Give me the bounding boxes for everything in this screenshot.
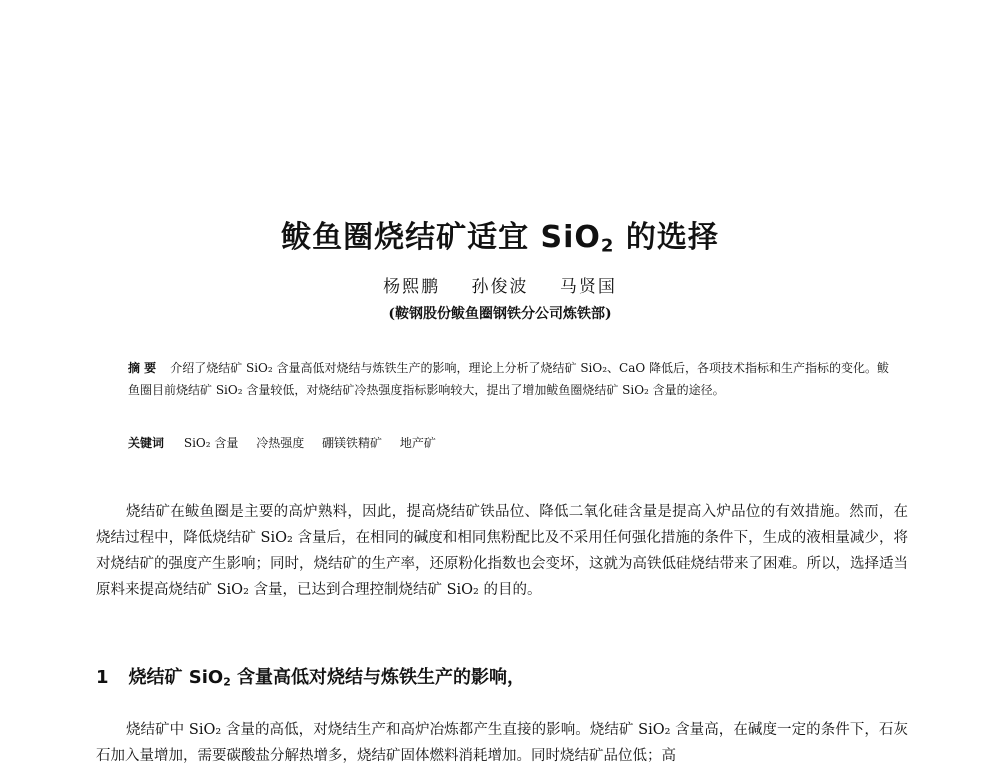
section-paragraph: 烧结矿中 SiO₂ 含量的高低，对烧结生产和高炉冶炼都产生直接的影响。烧结矿 SiO₂ 含量高，在碱度一定的条件下，石灰石加入量增加，需要碳酸盐分解热增多，烧结矿固体燃料消耗增加。同时烧结矿品位低；高	[96, 721, 908, 764]
author-name: 孙俊波	[471, 277, 529, 297]
section-heading	[96, 663, 908, 689]
keyword: SiO₂ 含量	[183, 436, 239, 450]
keyword: 硼镁铁精矿	[322, 436, 383, 450]
title-suffix: 的选择	[614, 220, 719, 256]
abstract-text: 介绍了烧结矿 SiO₂ 含量高低对烧结与炼铁生产的影响，理论上分析了烧结矿 SiO₂、CaO 降低后，各项技术指标和生产指标的变化。鲅鱼圈目前烧结矿 SiO₂ 含量较低，对烧结矿冷热强度指标影响较大，提出了增加鲅鱼圈烧结矿 SiO₂ 含量的途径。	[128, 361, 890, 397]
author-name: 杨熙鹏	[383, 277, 441, 297]
keyword: 地产矿	[399, 436, 436, 450]
paper-title	[0, 212, 1000, 257]
section-heading-prefix: 烧结矿 SiO	[128, 666, 224, 688]
abstract-label: 摘 要	[128, 361, 157, 375]
author-name: 马贤国	[559, 277, 617, 297]
title-prefix: 鲅鱼圈烧结矿适宜 SiO	[281, 220, 601, 256]
abstract	[128, 357, 890, 401]
keywords-label: 关键词	[128, 436, 165, 450]
section-heading-suffix: 含量高低对烧结与炼铁生产的影响，	[230, 666, 526, 688]
author-list	[0, 272, 1000, 297]
title-subscript: 2	[600, 235, 615, 257]
section-number: 1	[96, 666, 109, 688]
affiliation: (鞍钢股份鲅鱼圈钢铁分公司炼铁部)	[388, 306, 612, 322]
intro-paragraph: 烧结矿在鲅鱼圈是主要的高炉熟料，因此，提高烧结矿铁品位、降低二氧化硅含量是提高入炉品位的有效措施。然而，在烧结过程中，降低烧结矿 SiO₂ 含量后，在相同的碱度和相同焦粉配比及不采用任何强化措施的条件下，生成的液相量减少，将对烧结矿的强度产生影响；同时，烧结矿的生产率，还原粉化指数也会变坏，这就为高铁低硅烧结带来了困难。所以，选择适当原料来提高烧结矿 SiO₂ 含量，已达到合理控制烧结矿 SiO₂ 的目的。	[96, 503, 909, 598]
keywords	[128, 434, 890, 451]
section-heading-subscript: 2	[223, 675, 231, 689]
keyword: 冷热强度	[256, 436, 305, 450]
